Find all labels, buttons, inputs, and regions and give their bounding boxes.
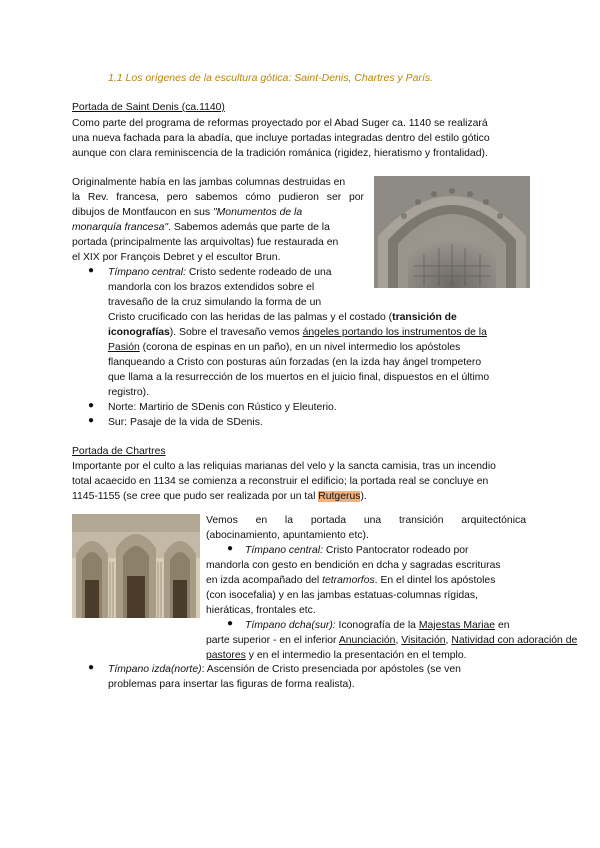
majestas-underlined: Majestas Mariae (418, 620, 496, 631)
chartres-p2: (abocinamiento, apuntamiento etc). (206, 530, 369, 541)
origin-line-2: la Rev. francesa, pero sabemos cómo pudieron ser por (72, 192, 364, 203)
timpano-central-line-4 (108, 310, 457, 325)
intro-line-1: Como parte del programa de reformas proyectado por el Abad Suger ca. 1140 se realizará (72, 118, 488, 129)
izda-text-1: : Ascensión de Cristo presenciada por apóstoles (se ven (201, 664, 461, 675)
comma: , (395, 635, 402, 646)
chartres-p1: Vemos en la portada una transición arquitectónica (206, 515, 526, 526)
central-text-1: Cristo Pantocrator rodeado por (322, 545, 469, 556)
sabemos-text: . Sabemos además que parte de la (168, 222, 330, 233)
angeles-underlined: ángeles portando los instrumentos de la (302, 327, 487, 338)
timpano-central-line-3: travesaño de la cruz simulando la forma de un (108, 297, 322, 308)
timpano-central-line-5 (108, 325, 487, 340)
dcha-line-2 (206, 633, 577, 648)
timpano-text-5: ). Sobre el travesaño vemos (169, 327, 303, 338)
central-text-3a: en izda acompañado del (206, 575, 323, 586)
central-label: Tímpano central: (245, 545, 323, 556)
visitacion-underlined: Visitación (401, 635, 446, 646)
dcha-text-1c: en (495, 620, 510, 631)
timpano-central-line-1 (108, 265, 332, 280)
bullet-icon: ● (88, 265, 95, 276)
central-line-4: (con isocefalia) y en las jambas estatuas-columnas rígidas, (206, 590, 479, 601)
chartres-portal-image (72, 514, 200, 618)
central-line-5: hieráticas, frontales etc. (206, 605, 316, 616)
timpano-central-line-6 (108, 340, 460, 355)
intro-line-3: aunque con clara reminiscencia de la tradición románica (rigidez, hieratismo y frontalidad). (72, 148, 488, 159)
comma: , (445, 635, 452, 646)
dcha-line-3 (206, 648, 467, 663)
section-heading: 1.1 Los orígenes de la escultura gótica: Saint-Denis, Chartres y París. (108, 72, 434, 84)
origin-line-3-text: dibujos de Montfaucon en sus (72, 207, 213, 218)
origin-line-3 (72, 205, 302, 220)
chartres-title: Portada de Chartres (72, 446, 166, 457)
norte-item: Norte: Martirio de SDenis con Rústico y Eleuterio. (108, 402, 337, 413)
pasion-underlined: Pasión (108, 342, 140, 353)
saint-denis-title: Portada de Saint Denis (ca.1140) (72, 102, 225, 113)
bullet-icon: ● (227, 618, 234, 629)
timpano-central-line-7: flanqueando a Cristo con posturas aún forzadas (en la izda hay ángel trompetero (108, 357, 482, 368)
chartres-intro-3-end: ). (360, 491, 367, 502)
transicion-bold: transición de (392, 312, 457, 323)
saint-denis-portal-image (374, 176, 530, 288)
pastores-underlined: pastores (206, 650, 246, 661)
timpano-central-line-9: registro). (108, 387, 149, 398)
bullet-icon: ● (88, 662, 95, 673)
central-line-3 (206, 573, 495, 588)
central-line-1 (245, 543, 469, 558)
timpano-text-4: Cristo crucificado con las heridas de las palmas y el costado ( (108, 312, 393, 323)
izda-line-2: problemas para insertar las figuras de forma realista). (108, 679, 355, 690)
natividad-underlined: Natividad con adoración de (451, 635, 578, 646)
monarquia-title: monarquía francesa (72, 222, 165, 233)
chartres-intro-1: Importante por el culto a las reliquias marianas del velo y la sancta camisia, tras un incendio (72, 461, 496, 472)
izda-label: Tímpano izda(norte) (108, 664, 202, 675)
chartres-intro-3 (72, 489, 367, 504)
origin-line-6: el XIX por François Debret y el escultor Brun. (72, 252, 281, 263)
izda-line-1 (108, 662, 461, 677)
intro-line-2: una nueva fachada para la abadía, que incluye portadas integradas dentro del estilo gótico (72, 133, 490, 144)
origin-line-4: monarquía francesa". Sabemos además que parte de la (72, 222, 330, 233)
bullet-icon: ● (88, 415, 95, 426)
dcha-text-1a: Iconografía de la (335, 620, 419, 631)
timpano-text-1: Cristo sedente rodeado de una (185, 267, 332, 278)
dcha-label: Tímpano dcha(sur): (245, 620, 336, 631)
bullet-icon: ● (88, 400, 95, 411)
central-text-3c: . En el dintel los apóstoles (374, 575, 496, 586)
central-line-2: mandorla con gesto en bendición en dcha y sagradas escrituras (206, 560, 501, 571)
timpano-central-line-2: mandorla con los brazos extendidos sobre el (108, 282, 315, 293)
anunciacion-underlined: Anunciación (338, 635, 396, 646)
origin-line-5: portada (principalmente las arquivoltas) fue restaurada en (72, 237, 339, 248)
chartres-intro-3-text: 1145-1155 (se cree que pudo ser realizada por un tal (72, 491, 319, 502)
chartres-intro-2: total acaecido en 1134 se comienza a reconstruir el edificio; la portada real se concluye en (72, 476, 489, 487)
dcha-line-1 (245, 618, 510, 633)
timpano-central-label: Tímpano central: (108, 267, 186, 278)
timpano-central-line-8: que llama a la resurrección de los muertos en el juicio final, dispuestos en el último (108, 372, 490, 383)
dcha-text-2a: parte superior - en el inferior (206, 635, 339, 646)
origin-line-1: Originalmente había en las jambas columnas destruidas en (72, 177, 346, 188)
timpano-text-6: (corona de espinas en un paño), en un nivel intermedio los apóstoles (139, 342, 461, 353)
monumentos-title: "Monumentos de la (212, 207, 303, 218)
sur-item: Sur: Pasaje de la vida de SDenis. (108, 417, 263, 428)
dcha-text-3b: y en el intermedio la presentación en el templo. (245, 650, 467, 661)
bullet-icon: ● (227, 543, 234, 554)
tetramorfos-italic: tetramorfos (322, 575, 375, 586)
iconografias-bold: iconografías (108, 327, 170, 338)
rutgerus-highlight: Rutgerus (318, 491, 361, 502)
